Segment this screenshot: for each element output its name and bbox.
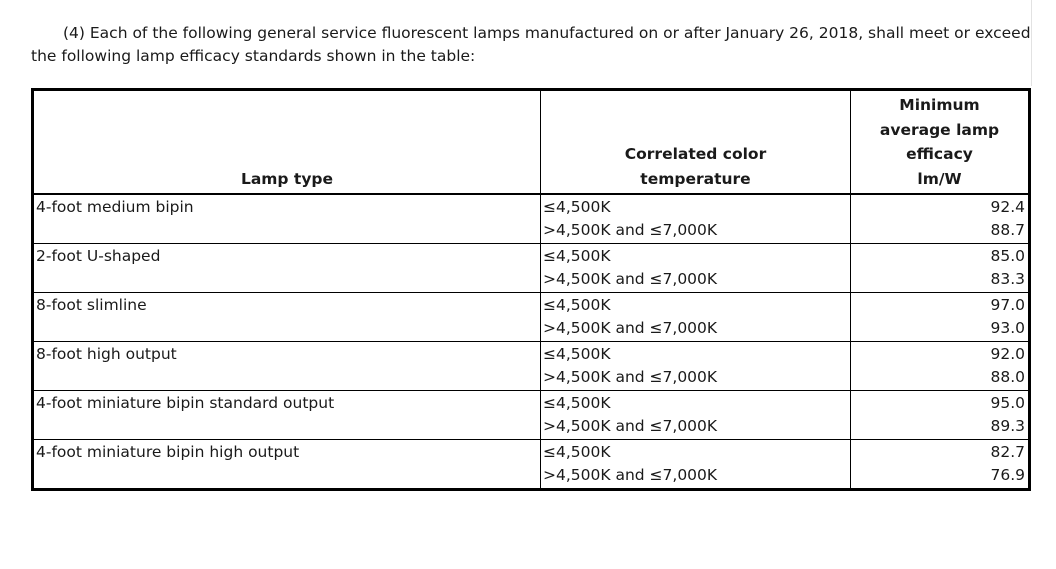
table-row: [33, 194, 1030, 244]
cct-cell: ≤4,500K >4,500K and ≤7,000K: [541, 194, 851, 244]
page-edge-divider: [1031, 0, 1032, 86]
lamp-efficacy-table: [31, 88, 1031, 491]
header-minimum-efficacy: Minimum average lamp efficacy lm/W: [851, 90, 1030, 195]
lamp-type-cell: 4-foot miniature bipin standard output: [33, 391, 541, 440]
efficacy-cell: 92.0 88.0: [851, 342, 1030, 391]
intro-paragraph: (4) Each of the following general service fluorescent lamps manufactured on or after January 26, 2018, shall meet or exceed the following lamp efficacy standards shown in the table:: [31, 24, 1031, 65]
efficacy-cell: 92.4 88.7: [851, 194, 1030, 244]
lamp-type-cell: 4-foot miniature bipin high output: [33, 440, 541, 490]
efficacy-cell: 85.0 83.3: [851, 244, 1030, 293]
lamp-type-cell: 8-foot high output: [33, 342, 541, 391]
efficacy-cell: 82.7 76.9: [851, 440, 1030, 490]
efficacy-cell: 97.0 93.0: [851, 293, 1030, 342]
table-row: [33, 244, 1030, 293]
efficacy-cell: 95.0 89.3: [851, 391, 1030, 440]
header-correlated-color-temperature: Correlated color temperature: [541, 90, 851, 195]
cct-cell: ≤4,500K >4,500K and ≤7,000K: [541, 244, 851, 293]
table-row: [33, 293, 1030, 342]
lamp-type-cell: 2-foot U-shaped: [33, 244, 541, 293]
table-row: [33, 342, 1030, 391]
cct-cell: ≤4,500K >4,500K and ≤7,000K: [541, 342, 851, 391]
cct-cell: ≤4,500K >4,500K and ≤7,000K: [541, 293, 851, 342]
header-lamp-type: Lamp type: [33, 90, 541, 195]
lamp-type-cell: 4-foot medium bipin: [36, 198, 194, 216]
table-header-row: [33, 90, 1030, 195]
table-row: [33, 440, 1030, 490]
lamp-type-cell: 8-foot slimline: [33, 293, 541, 342]
cct-cell: ≤4,500K >4,500K and ≤7,000K: [541, 391, 851, 440]
table-row: [33, 391, 1030, 440]
cct-cell: ≤4,500K >4,500K and ≤7,000K: [541, 440, 851, 490]
